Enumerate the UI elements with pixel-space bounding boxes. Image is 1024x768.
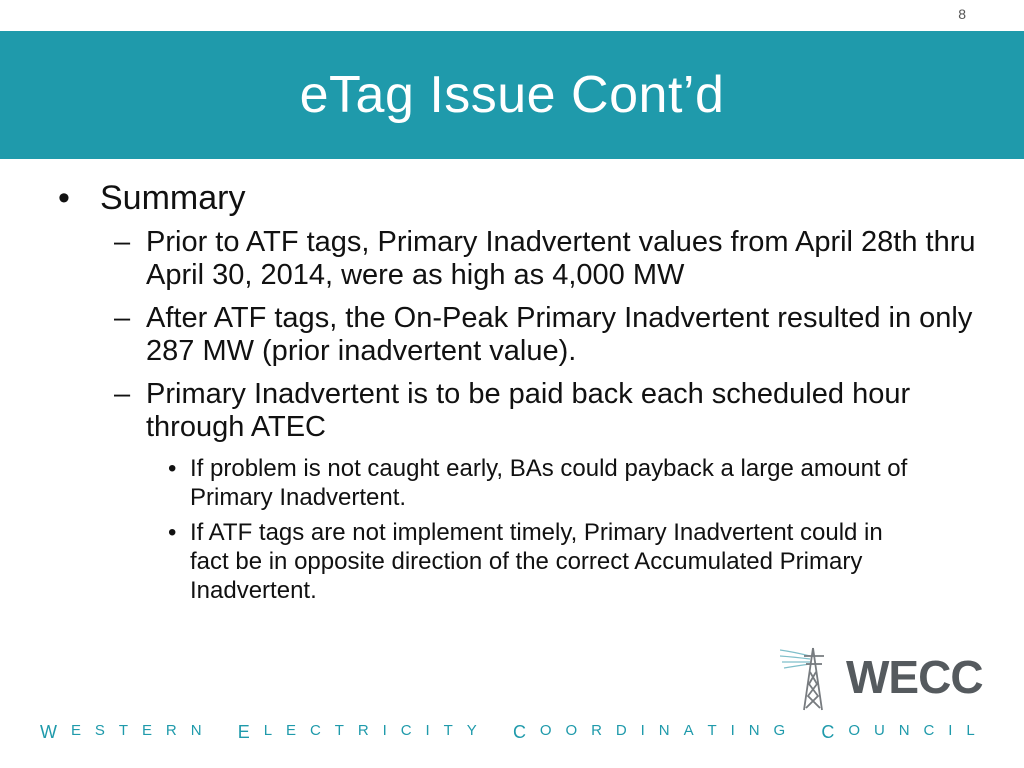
footer-letter: Y bbox=[466, 722, 477, 739]
footer-letter: U bbox=[873, 722, 885, 739]
footer-letter: N bbox=[658, 722, 670, 739]
footer-letter: C bbox=[821, 722, 835, 742]
footer-letter: W bbox=[40, 722, 57, 742]
dash-marker: – bbox=[114, 302, 131, 334]
footer-letter: E bbox=[285, 722, 296, 739]
dash-marker: – bbox=[114, 378, 131, 410]
footer-letter: R bbox=[165, 722, 177, 739]
page-number: 8 bbox=[958, 6, 966, 22]
footer-letter: E bbox=[237, 722, 250, 742]
footer-letter: E bbox=[70, 722, 81, 739]
footer-letter: O bbox=[565, 722, 578, 739]
footer-gap bbox=[491, 722, 499, 743]
footer-letter: I bbox=[948, 722, 953, 739]
bullet-marker: • bbox=[168, 455, 177, 482]
footer-letter: T bbox=[334, 722, 344, 739]
footer-letter: N bbox=[748, 722, 760, 739]
footer-letter: R bbox=[357, 722, 369, 739]
footer-letter: R bbox=[591, 722, 602, 739]
footer-letter: I bbox=[640, 722, 645, 739]
subbullet-text: Primary Inadvertent is to be paid back each scheduled hour through ATEC bbox=[146, 378, 911, 443]
footer-letter: T bbox=[707, 722, 717, 739]
footer-letter: T bbox=[118, 722, 129, 739]
title-bar bbox=[0, 31, 1024, 159]
footer-letter: I bbox=[425, 722, 430, 739]
subbullet-text: Prior to ATF tags, Primary Inadvertent values from April 28th thru April 30, 2014, were as high as 4,000 MW bbox=[146, 226, 976, 291]
subsubbullet-not-timely bbox=[168, 518, 908, 605]
footer-letter: A bbox=[683, 722, 694, 739]
footer-council-name bbox=[40, 722, 975, 743]
subbullet-after-atf bbox=[114, 302, 978, 368]
footer-letter: L bbox=[263, 722, 273, 739]
footer-letter: I bbox=[730, 722, 735, 739]
footer-letter: E bbox=[141, 722, 152, 739]
footer-letter: C bbox=[400, 722, 412, 739]
subsubbullet-not-caught bbox=[168, 454, 908, 512]
bullet-text: Summary bbox=[100, 179, 246, 217]
footer-letter: D bbox=[615, 722, 627, 739]
footer-letter: N bbox=[898, 722, 910, 739]
dash-marker: – bbox=[114, 226, 131, 258]
footer-letter: O bbox=[848, 722, 861, 739]
subbullet-text: After ATF tags, the On-Peak Primary Inadvertent resulted in only 287 MW (prior inadvertent value). bbox=[146, 302, 973, 367]
footer-letter: S bbox=[94, 722, 105, 739]
footer-letter: C bbox=[512, 722, 526, 742]
footer-gap bbox=[215, 722, 223, 743]
footer-gap bbox=[799, 722, 807, 743]
bullet-marker: • bbox=[58, 179, 70, 217]
slide-title: eTag Issue Cont’d bbox=[299, 66, 725, 124]
footer-letter: T bbox=[443, 722, 453, 739]
bullet-marker: • bbox=[168, 519, 177, 546]
slide-content bbox=[58, 178, 978, 611]
footer-letter: I bbox=[382, 722, 387, 739]
subbullet-payback bbox=[114, 378, 978, 444]
transmission-tower-icon bbox=[780, 642, 840, 712]
footer-letter: C bbox=[309, 722, 321, 739]
footer-letter: N bbox=[190, 722, 202, 739]
logo-text: WECC bbox=[846, 651, 983, 703]
subsubbullet-text: If ATF tags are not implement timely, Primary Inadvertent could in fact be in opposite direction of the correct Accumulated Primary Inadvertent. bbox=[190, 519, 883, 604]
footer-letter: L bbox=[966, 722, 975, 739]
footer-letter: G bbox=[773, 722, 786, 739]
footer-letter: O bbox=[539, 722, 552, 739]
subbullet-prior-atf bbox=[114, 226, 978, 292]
footer-letter: C bbox=[923, 722, 935, 739]
subsubbullet-text: If problem is not caught early, BAs could payback a large amount of Primary Inadvertent. bbox=[190, 455, 908, 511]
bullet-summary bbox=[58, 178, 978, 218]
wecc-logo bbox=[780, 642, 1016, 712]
